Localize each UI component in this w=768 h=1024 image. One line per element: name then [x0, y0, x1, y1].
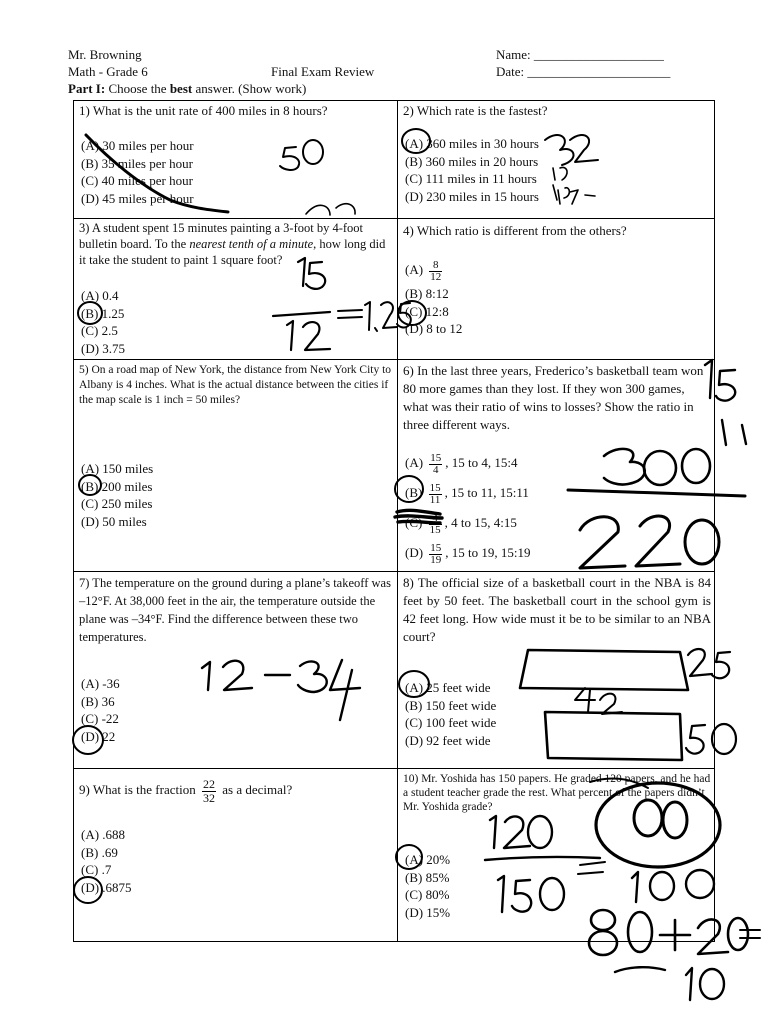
option-c[interactable]: (C) -22 [81, 711, 119, 726]
fraction-denominator: 32 [202, 790, 215, 805]
option-b[interactable]: (B) 36 [81, 693, 115, 709]
question-3-text [79, 220, 392, 268]
option-a[interactable] [405, 448, 531, 478]
question-6-options [405, 448, 531, 568]
option-b[interactable]: (B) 8:12 [405, 286, 449, 301]
course-name: Math - Grade 6 [68, 64, 148, 79]
handwriting-digit [700, 969, 724, 999]
option-a[interactable]: (A) 0.4 [81, 288, 119, 303]
fraction [429, 513, 442, 536]
question-2-text: 2) Which rate is the fastest? [403, 103, 548, 118]
option-d[interactable]: (D) 45 miles per hour [81, 190, 194, 206]
question-3-emphasis: nearest tenth of a minute [189, 237, 314, 251]
option-c[interactable]: (C) 111 miles in 11 hours [405, 171, 537, 186]
option-a-label: (A) [405, 455, 424, 470]
option-d[interactable]: (D) 15% [405, 904, 451, 920]
fraction [429, 453, 442, 476]
fraction-denominator: 12 [430, 270, 442, 283]
option-a[interactable]: (A) 25 feet wide [405, 680, 491, 695]
option-d-label: (D) [405, 545, 424, 560]
option-d-rest: , 15 to 19, 15:19 [445, 545, 531, 560]
question-6-text: 6) In the last three years, Frederico’s basketball team won 80 more games than they lost. If they won 300 games, what was their ratio of wins to losses? Show the ratio in three different ways. [403, 363, 704, 432]
fraction-numerator: 22 [202, 776, 215, 791]
option-d[interactable]: (D) 8 to 12 [405, 321, 463, 336]
question-10-text: 10) Mr. Yoshida has 150 papers. He graded 120 papers, and he had a student teacher grade the rest. What percent of the papers didn’t Mr. Yoshida grade? [403, 773, 711, 813]
question-10-options [405, 851, 450, 921]
question-6 [398, 360, 716, 571]
option-d[interactable]: (D) 50 miles [81, 513, 147, 529]
option-b[interactable]: (B) 150 feet wide [405, 697, 497, 713]
option-a-label: (A) [405, 262, 424, 277]
option-d[interactable]: (D) .6875 [81, 879, 132, 895]
option-a[interactable]: (A) .688 [81, 827, 126, 842]
handwriting-digit [722, 420, 746, 445]
fraction [429, 543, 442, 566]
question-1-text: 1) What is the unit rate of 400 miles in 8 hours? [79, 103, 328, 118]
option-b[interactable]: (B) .69 [81, 844, 118, 860]
question-9 [74, 769, 397, 943]
question-7-text: 7) The temperature on the ground during a plane’s takeoff was –12°F. At 38,000 feet in the air, the temperature outside the plane was –34°F. Find the difference between these two temperatures. [79, 576, 391, 644]
question-3-text-a: 3) A student spent 15 minutes painting a 3-foot by 4-foot bulletin board. To the [79, 221, 363, 251]
question-9-text [79, 770, 392, 808]
part-label: Part I: [68, 81, 106, 96]
name-field[interactable]: Name: ____________________ [496, 47, 664, 62]
instr-post: answer. (Show work) [195, 81, 307, 96]
handwriting-digit [686, 968, 692, 1000]
instr-bold: best [169, 81, 193, 96]
question-8-text: 8) The official size of a basketball court in the NBA is 84 feet by 50 feet. The basketball court in the school gym is 42 feet long. How wide must it be to be similar to an NBA court? [403, 575, 711, 644]
fraction [429, 483, 442, 506]
fraction-numerator: 4 [429, 513, 442, 525]
question-3-text-b: , how long did it take the student to paint 1 square foot? [79, 237, 386, 267]
question-2 [398, 101, 716, 218]
option-c[interactable]: (C) 2.5 [81, 323, 118, 338]
document-title: Final Exam Review [271, 64, 375, 79]
option-d[interactable]: (D) 3.75 [81, 340, 126, 356]
handwriting-digit [728, 918, 748, 950]
option-d[interactable]: (D) 92 feet wide [405, 732, 491, 748]
option-b[interactable]: (B) 360 miles in 20 hours [405, 153, 539, 169]
option-a-rest: , 15 to 4, 15:4 [445, 455, 518, 470]
option-a[interactable]: (A) -36 [81, 676, 120, 691]
option-c-rest: , 4 to 15, 4:15 [444, 515, 517, 530]
option-b-label: (B) [405, 485, 423, 500]
option-a[interactable]: (A) 360 miles in 30 hours [405, 136, 539, 151]
option-a[interactable]: (A) 150 miles [81, 461, 154, 476]
question-5 [74, 360, 397, 571]
question-4-text: 4) Which ratio is different from the others? [403, 223, 627, 238]
option-b[interactable]: (B) 1.25 [81, 305, 125, 321]
question-9-text-post: as a decimal? [222, 782, 293, 797]
instr-pre: Choose the [108, 81, 167, 96]
handwriting-equals [740, 930, 760, 938]
fraction-numerator: 15 [429, 481, 441, 494]
fraction-denominator: 19 [430, 553, 442, 566]
option-b[interactable]: (B) 200 miles [81, 478, 153, 494]
option-a[interactable] [405, 255, 462, 285]
question-3-options [81, 287, 125, 357]
option-a[interactable]: (A) 20% [405, 852, 451, 867]
option-c[interactable]: (C) 100 feet wide [405, 715, 497, 730]
option-b-rest: , 15 to 11, 15:11 [444, 485, 529, 500]
fraction [202, 778, 216, 805]
question-5-text: 5) On a road map of New York, the distance from New York City to Albany is 4 inches. What is the actual distance between the cities if the map scale is 1 inch = 50 miles? [79, 364, 392, 406]
date-field[interactable]: Date: ______________________ [496, 64, 671, 79]
fraction [429, 260, 442, 283]
question-8-options [405, 679, 496, 749]
option-d[interactable] [405, 538, 531, 568]
fraction-denominator: 15 [429, 523, 441, 536]
question-4-options [405, 255, 462, 338]
option-c[interactable] [405, 508, 531, 538]
question-8 [398, 572, 716, 768]
fraction-denominator: 4 [433, 463, 439, 476]
fraction-numerator: 15 [430, 541, 442, 554]
fraction-numerator: 15 [430, 451, 442, 464]
question-grid [73, 100, 715, 942]
option-c[interactable]: (C) 80% [405, 887, 450, 902]
question-5-options [81, 460, 153, 530]
question-9-options [81, 826, 132, 896]
option-a[interactable]: (A) 30 miles per hour [81, 138, 194, 153]
question-7-options [81, 675, 120, 745]
part-instructions [68, 81, 306, 97]
question-1-options [81, 137, 194, 207]
question-10 [398, 769, 716, 943]
option-c[interactable]: (C) .7 [81, 862, 112, 877]
option-b[interactable]: (B) 35 miles per hour [81, 155, 193, 171]
fraction-denominator: 11 [429, 493, 441, 506]
question-9-text-pre: 9) What is the fraction [79, 782, 196, 797]
option-c[interactable]: (C) 12:8 [405, 303, 449, 319]
teacher-name: Mr. Browning [68, 47, 142, 62]
question-3 [74, 219, 397, 359]
option-d[interactable]: (D) 22 [81, 728, 116, 744]
fraction-numerator: 8 [429, 260, 442, 272]
option-c-label: (C) [405, 515, 423, 530]
question-4 [398, 219, 716, 359]
question-2-options [405, 135, 539, 205]
handwriting-note [615, 967, 665, 972]
question-7 [74, 572, 397, 768]
option-c[interactable]: (C) 40 miles per hour [81, 173, 193, 188]
option-b[interactable] [405, 478, 531, 508]
option-b[interactable]: (B) 85% [405, 869, 450, 885]
option-c[interactable]: (C) 250 miles [81, 496, 153, 511]
option-d[interactable]: (D) 230 miles in 15 hours [405, 188, 539, 204]
question-1 [74, 101, 397, 218]
